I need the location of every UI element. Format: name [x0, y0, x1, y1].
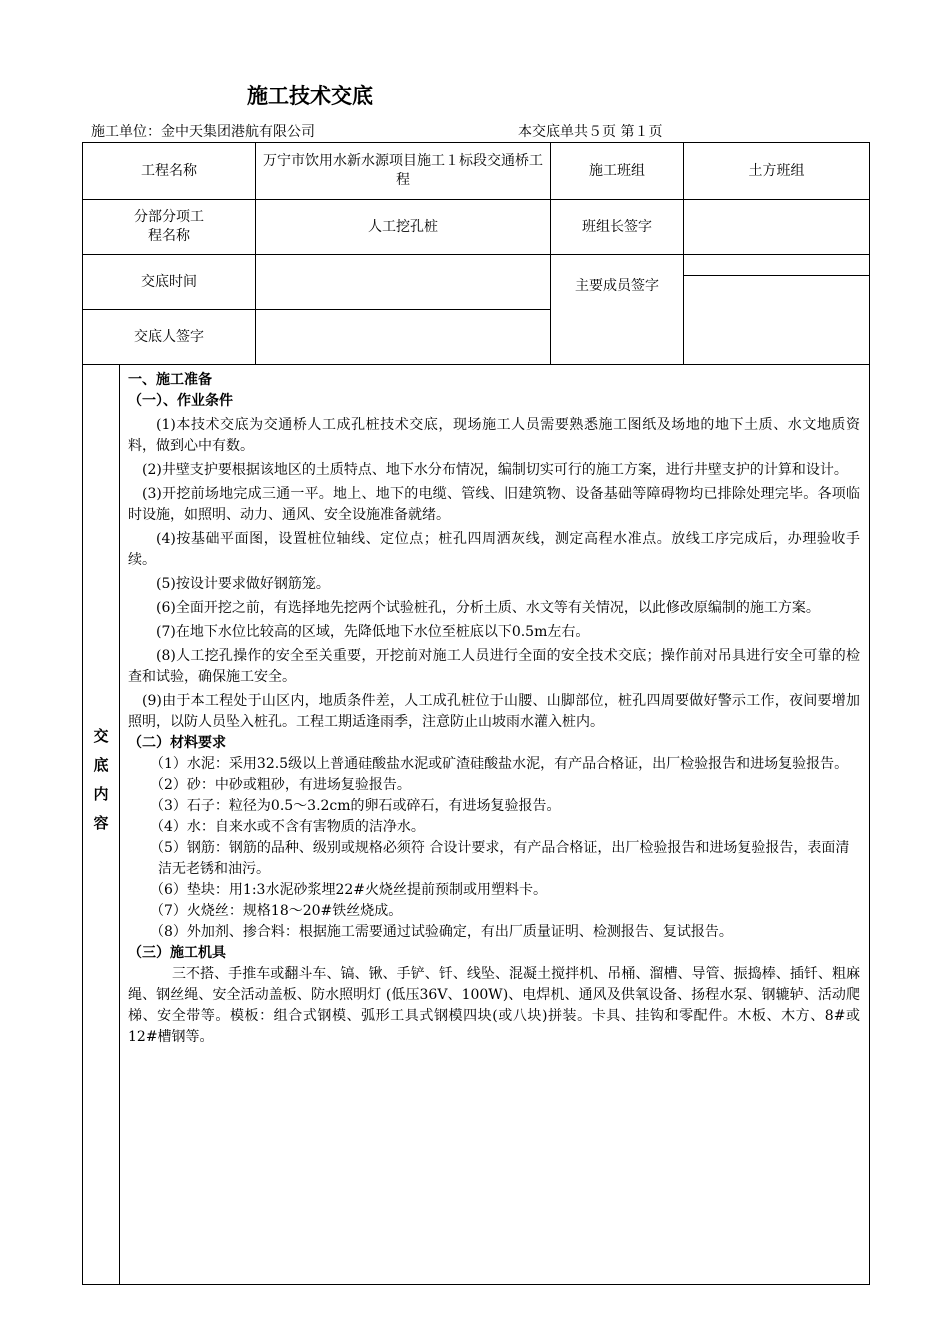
time-field[interactable] — [256, 255, 551, 310]
project-name-value: 万宁市饮用水新水源项目施工１标段交通桥工程 — [256, 143, 551, 200]
material-item: （5）钢筋：钢筋的品种、级别或规格必须符 合设计要求，有产品合格证，出厂检验报告和进场复验报告，表面清洁无老锈和油污。 — [150, 840, 850, 877]
condition-paragraph: (3)开挖前场地完成三通一平。地上、地下的电缆、管线、旧建筑物、设备基础等障碍物均已排除处理完毕。各项临时设施，如照明、动力、通风、安全设施准备就绪。 — [128, 486, 860, 523]
condition-paragraph: (2)井壁支护要根据该地区的土质特点、地下水分布情况，编制切实可行的施工方案，进行井壁支护的计算和设计。 — [142, 462, 848, 478]
material-item: （6）垫块：用1:3水泥砂浆埋22#火烧丝提前预制或用塑料卡。 — [150, 882, 547, 898]
material-item: （8）外加剂、掺合料：根据施工需要通过试验确定，有出厂质量证明、检测报告、复试报告。 — [150, 924, 733, 940]
section-heading: 一、施工准备 — [128, 372, 212, 388]
material-item: （4）水：自来水或不含有害物质的洁净水。 — [150, 819, 425, 835]
side-char-2: 底 — [93, 756, 109, 774]
construction-unit: 施工单位：金中天集团港航有限公司 — [91, 124, 315, 140]
subsection-heading: （三）施工机具 — [128, 945, 226, 961]
condition-paragraph: (6)全面开挖之前，有选择地先挖两个试验桩孔，分析土质、水文等有关情况，以此修改原编制的施工方案。 — [156, 600, 820, 616]
signer-field[interactable] — [256, 310, 551, 365]
team-label: 施工班组 — [551, 143, 684, 200]
side-char-4: 容 — [93, 814, 109, 832]
subsection-heading: （一）、作业条件 — [128, 393, 233, 409]
members-sign-label — [551, 255, 684, 365]
content-box — [82, 364, 870, 1285]
header-table — [82, 142, 870, 365]
condition-paragraph: (1)本技术交底为交通桥人工成孔桩技术交底，现场施工人员需要熟悉施工图纸及场地的地下土质、水文地质资料，做到心中有数。 — [128, 417, 860, 454]
condition-paragraph: (5)按设计要求做好钢筋笼。 — [156, 576, 330, 592]
side-char-1: 交 — [93, 727, 109, 745]
members-divider — [684, 275, 869, 276]
team-value: 土方班组 — [684, 143, 870, 200]
signer-label: 交底人签字 — [83, 310, 256, 365]
members-sign-label-text: 主要成员签字 — [575, 278, 659, 294]
condition-paragraph: (8)人工挖孔操作的安全至关重要，开挖前对施工人员进行全面的安全技术交底；操作前对吊具进行安全可靠的检查和试验，确保施工安全。 — [128, 648, 860, 685]
time-label: 交底时间 — [83, 255, 256, 310]
sub-project-value: 人工挖孔桩 — [256, 200, 551, 255]
material-item: （3）石子：粒径为0.5～3.2cm的卵石或碎石，有进场复验报告。 — [150, 798, 561, 814]
material-item: （7）火烧丝：规格18～20#铁丝烧成。 — [150, 903, 403, 919]
condition-paragraph: (4)按基础平面图，设置桩位轴线、定位点；桩孔四周洒灰线，测定高程水准点。放线工序完成后，办理验收手续。 — [128, 531, 860, 568]
condition-paragraph: (7)在地下水位比较高的区域，先降低地下水位至桩底以下0.5m左右。 — [156, 624, 590, 640]
project-name-label: 工程名称 — [83, 143, 256, 200]
side-column — [83, 364, 120, 1284]
sub-project-label — [83, 200, 256, 255]
content-body — [128, 370, 860, 1048]
tools-paragraph: 三不搭、手推车或翻斗车、镐、锹、手铲、钎、线坠、混凝土搅拌机、吊桶、溜槽、导管、振捣棒、插钎、粗麻绳、钢丝绳、安全活动盖板、防水照明灯 (低压36V、100W)、电焊机、通风及供氧设备、扬程水泵、钢辘轳、活动爬梯、安全带等。模板：组合式钢模、弧形工具式钢模四块(或八块)拼装。卡具、挂钩和零配件。木板、木方、8#或12#槽钢等。 — [128, 966, 860, 1045]
document-title: 施工技术交底 — [247, 84, 373, 108]
members-sign-field[interactable] — [684, 255, 870, 365]
material-item: （2）砂：中砂或粗砂，有进场复验报告。 — [150, 777, 411, 793]
leader-sign-label: 班组长签字 — [551, 200, 684, 255]
sub-project-label-text: 分部分项工程名称 — [134, 209, 204, 244]
page-count: 本交底单共５页 第１页 — [518, 124, 663, 140]
side-label — [83, 722, 119, 838]
subsection-heading: （二）材料要求 — [128, 735, 226, 751]
side-char-3: 内 — [93, 785, 109, 803]
leader-sign-field[interactable] — [684, 200, 870, 255]
condition-paragraph: (9)由于本工程处于山区内，地质条件差，人工成孔桩位于山腰、山脚部位，桩孔四周要做好警示工作，夜间要增加照明，以防人员坠入桩孔。工程工期适逢雨季，注意防止山坡雨水灌入桩内。 — [128, 693, 860, 730]
material-item: （1）水泥：采用32.5级以上普通硅酸盐水泥或矿渣硅酸盐水泥，有产品合格证，出厂检验报告和进场复验报告。 — [150, 756, 849, 772]
